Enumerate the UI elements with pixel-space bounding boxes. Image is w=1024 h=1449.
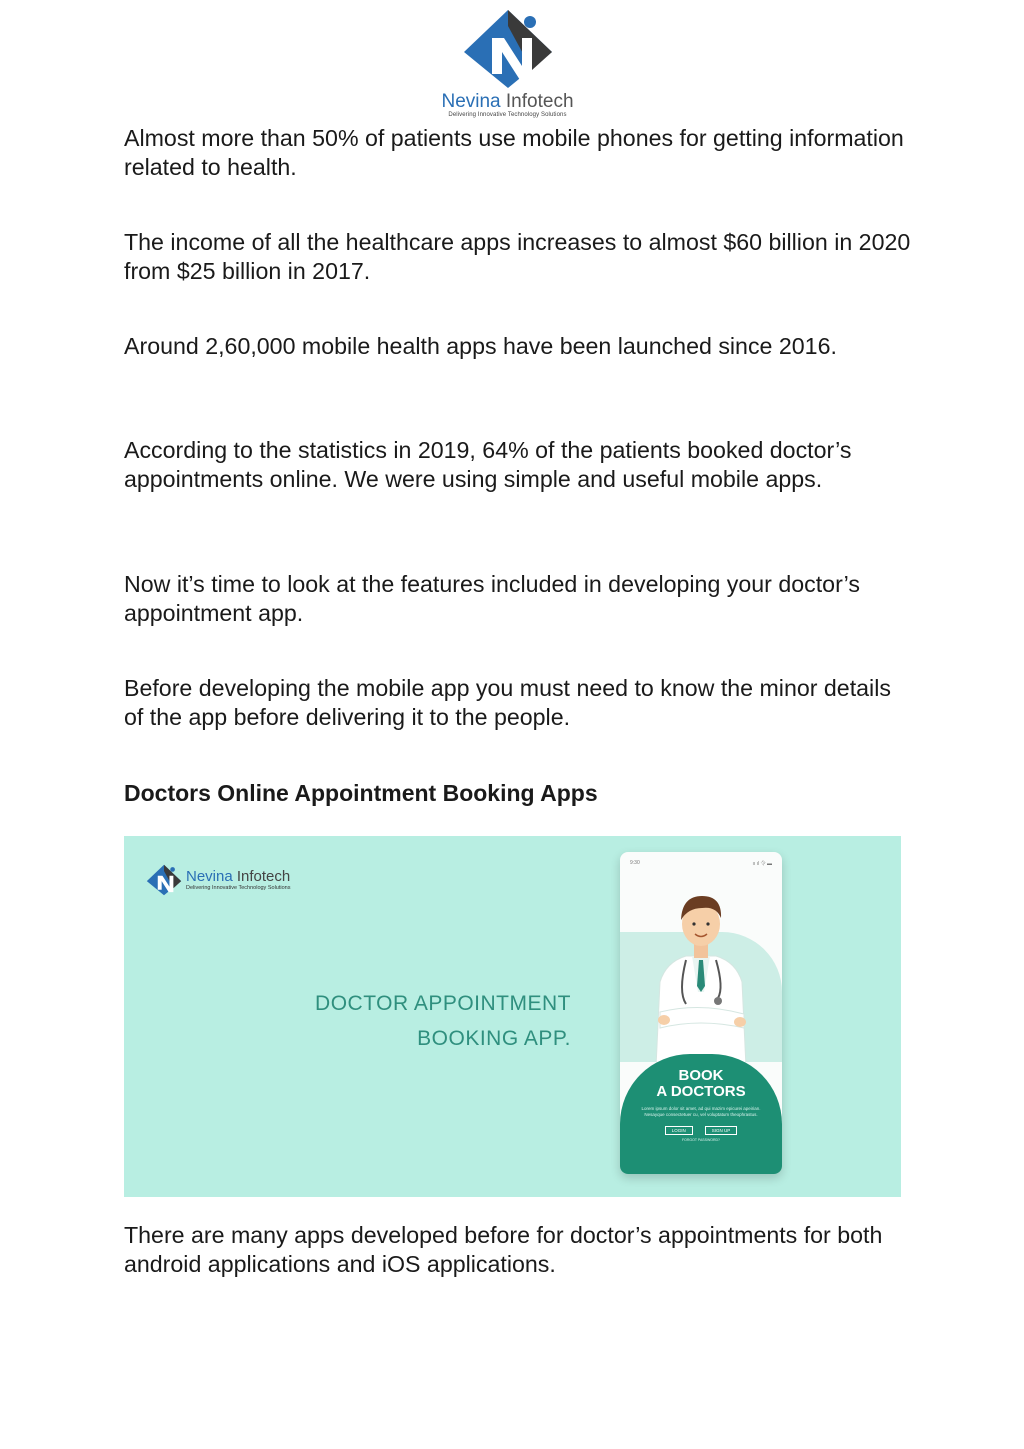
login-button[interactable]: LOGIN: [665, 1126, 693, 1135]
header-logo: [415, 8, 600, 128]
signup-button[interactable]: SIGN UP: [705, 1126, 738, 1135]
paragraph-3: Around 2,60,000 mobile health apps have been launched since 2016.: [124, 333, 837, 359]
book-doctor-card: [620, 1054, 782, 1174]
phone-signal-icons: ıı ıl 令 ▬: [752, 861, 772, 867]
header-tagline: Delivering Innovative Technology Solutions: [448, 112, 567, 118]
doctor-illustration-icon: [620, 862, 782, 1062]
banner-brand-name-2: Infotech: [236, 868, 291, 885]
book-title-line-1: BOOK: [678, 1067, 724, 1084]
banner-title: [315, 986, 571, 1056]
banner-title-line-1: DOCTOR APPOINTMENT: [315, 992, 571, 1015]
banner-tagline: Delivering Innovative Technology Solutions: [186, 885, 291, 891]
book-description: Lorem ipsum dolor sit amet, ad qui mazim epicurei apeirian. Nesayque consectetuer cu, vel voluptatum theophrastus.: [641, 1106, 761, 1117]
doctor-app-banner: [124, 836, 901, 1197]
paragraph-2: The income of all the healthcare apps increases to almost $60 billion in 2020 from $25 billion in 2017.: [124, 229, 911, 284]
banner-logo: [146, 864, 290, 896]
banner-brand-name-1: Nevina: [186, 868, 233, 885]
paragraph-6: Before developing the mobile app you must need to know the minor details of the app before delivering it to the people.: [124, 675, 891, 730]
nevina-logo-icon: [462, 8, 554, 90]
header-brand-name-1: Nevina: [441, 91, 501, 112]
banner-title-line-2: BOOKING APP.: [417, 1027, 571, 1050]
phone-mockup: [620, 852, 782, 1174]
header-brand-name: [415, 92, 600, 112]
forgot-password-link[interactable]: FORGOT PASSWORD?: [682, 1138, 720, 1142]
book-title-line-2: A DOCTORS: [656, 1083, 746, 1100]
paragraph-1: Almost more than 50% of patients use mobile phones for getting information related to health.: [124, 125, 904, 180]
nevina-logo-icon: [146, 864, 182, 896]
section-heading: Doctors Online Appointment Booking Apps: [124, 780, 598, 806]
paragraph-4: According to the statistics in 2019, 64% of the patients booked doctor’s appointments online. We were using simple and useful mobile apps.: [124, 437, 852, 492]
header-brand-name-2: Infotech: [505, 91, 574, 112]
phone-time: 9:30: [630, 860, 640, 866]
closing-paragraph: There are many apps developed before for doctor’s appointments for both android applications and iOS applications.: [124, 1222, 883, 1277]
paragraph-5: Now it’s time to look at the features included in developing your doctor’s appointment app.: [124, 571, 860, 626]
